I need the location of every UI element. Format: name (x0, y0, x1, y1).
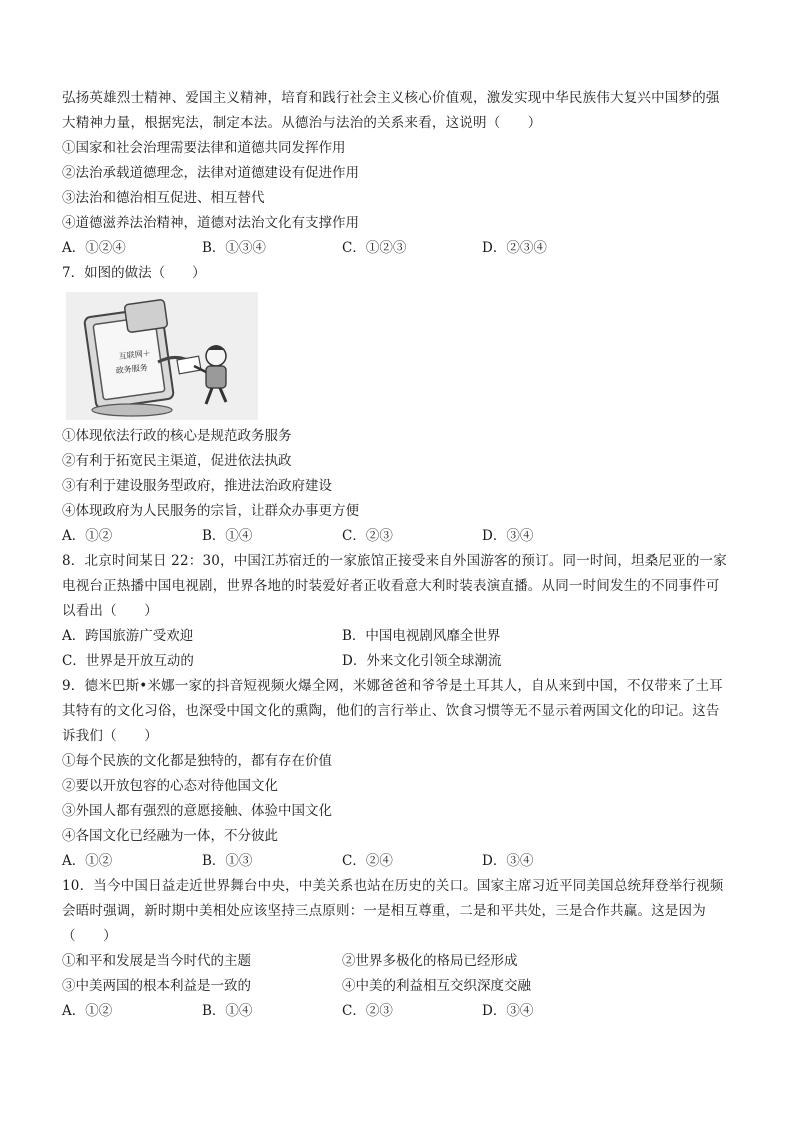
exam-page (62, 86, 732, 1024)
q10-items-row2 (62, 974, 732, 999)
figure-text-line1: 互联网＋ (118, 348, 152, 362)
q10-option-b[interactable]: B．①④ (202, 1003, 253, 1019)
q6-item-4: ④道德滋养法治精神，道德对法治文化有支撑作用 (62, 215, 359, 231)
q7-option-d[interactable]: D．③④ (482, 528, 534, 544)
q10-option-d[interactable]: D．③④ (482, 1003, 534, 1019)
q10-items-row1 (62, 949, 732, 974)
q7-option-a[interactable]: A．①② (62, 528, 113, 544)
q9-option-c[interactable]: C．②④ (342, 853, 393, 869)
q10-item-2: ②世界多极化的格局已经形成 (342, 953, 518, 969)
q9-item-1: ①每个民族的文化都是独特的，都有存在价值 (62, 753, 332, 769)
q8-options-row1 (62, 624, 732, 649)
q10-item-4: ④中美的利益相互交织深度交融 (342, 978, 531, 994)
q9-option-b[interactable]: B．①③ (202, 853, 253, 869)
q7-cartoon-figure (66, 292, 258, 420)
q9-stem: 9．德米巴斯•米娜一家的抖音短视频火爆全网，米娜爸爸和爷爷是土耳其人，自从来到中国，不仅带来了土耳其特有的文化习俗，也深受中国文化的熏陶，他们的言行举止、饮食习惯等无不显示着两国文化的印记。这告诉我们（ ） (62, 678, 723, 744)
q10-option-a[interactable]: A．①② (62, 1003, 113, 1019)
q6-option-c[interactable]: C．①②③ (342, 240, 407, 256)
q8-option-c[interactable]: C．世界是开放互动的 (62, 653, 194, 669)
q10-stem: 10．当今中国日益走近世界舞台中央，中美关系也站在历史的关口。国家主席习近平同美国总统拜登举行视频会晤时强调，新时期中美相处应该坚持三点原则：一是相互尊重，二是和平共处，三是合作共赢。这是因为（ ） (62, 878, 724, 944)
q6-option-d[interactable]: D．②③④ (482, 240, 547, 256)
q10-item-1: ①和平和发展是当今时代的主题 (62, 953, 251, 969)
cartoon-drawing (66, 292, 258, 420)
q6-option-b[interactable]: B．①③④ (202, 240, 266, 256)
q9-item-4: ④各国文化已经融为一体，不分彼此 (62, 828, 278, 844)
q6-stem: 弘扬英雄烈士精神、爱国主义精神，培育和践行社会主义核心价值观，激发实现中华民族伟大复兴中国梦的强大精神力量，根据宪法，制定本法。从德治与法治的关系来看，这说明（ ） (62, 90, 720, 131)
q9-item-3: ③外国人都有强烈的意愿接触、体验中国文化 (62, 803, 332, 819)
q6-options (62, 236, 732, 261)
q7-item-2: ②有利于拓宽民主渠道，促进依法执政 (62, 453, 292, 469)
q9-option-a[interactable]: A．①② (62, 853, 113, 869)
q8-option-a[interactable]: A．跨国旅游广受欢迎 (62, 628, 194, 644)
q10-options (62, 999, 732, 1024)
q7-item-4: ④体现政府为人民服务的宗旨，让群众办事更方便 (62, 503, 359, 519)
q6-item-2: ②法治承载道德理念，法律对道德建设有促进作用 (62, 165, 359, 181)
q9-item-2: ②要以开放包容的心态对待他国文化 (62, 778, 278, 794)
q10-item-3: ③中美两国的根本利益是一致的 (62, 978, 251, 994)
q9-options (62, 849, 732, 874)
q6-item-3: ③法治和德治相互促进、相互替代 (62, 190, 265, 206)
q7-stem: 7．如图的做法（ ） (62, 265, 206, 281)
figure-text-line2: 政务服务 (115, 363, 149, 376)
q10-option-c[interactable]: C．②③ (342, 1003, 393, 1019)
q6-option-a[interactable]: A．①②④ (62, 240, 126, 256)
q7-options (62, 524, 732, 549)
q7-item-1: ①体现依法行政的核心是规范政务服务 (62, 428, 292, 444)
q7-option-c[interactable]: C．②③ (342, 528, 393, 544)
q8-stem: 8．北京时间某日 22：30，中国江苏宿迁的一家旅馆正接受来自外国游客的预订。同一时间，坦桑尼亚的一家电视台正热播中国电视剧，世界各地的时装爱好者正收看意大利时装表演直播。从同一时间发生的不同事件可以看出（ ） (62, 553, 727, 619)
q6-item-1: ①国家和社会治理需要法律和道德共同发挥作用 (62, 140, 346, 156)
q8-options-row2 (62, 649, 732, 674)
q8-option-b[interactable]: B．中国电视剧风靡全世界 (342, 628, 501, 644)
q9-option-d[interactable]: D．③④ (482, 853, 534, 869)
q7-option-b[interactable]: B．①④ (202, 528, 253, 544)
q8-option-d[interactable]: D．外来文化引领全球潮流 (342, 653, 502, 669)
q7-item-3: ③有利于建设服务型政府，推进法治政府建设 (62, 478, 332, 494)
